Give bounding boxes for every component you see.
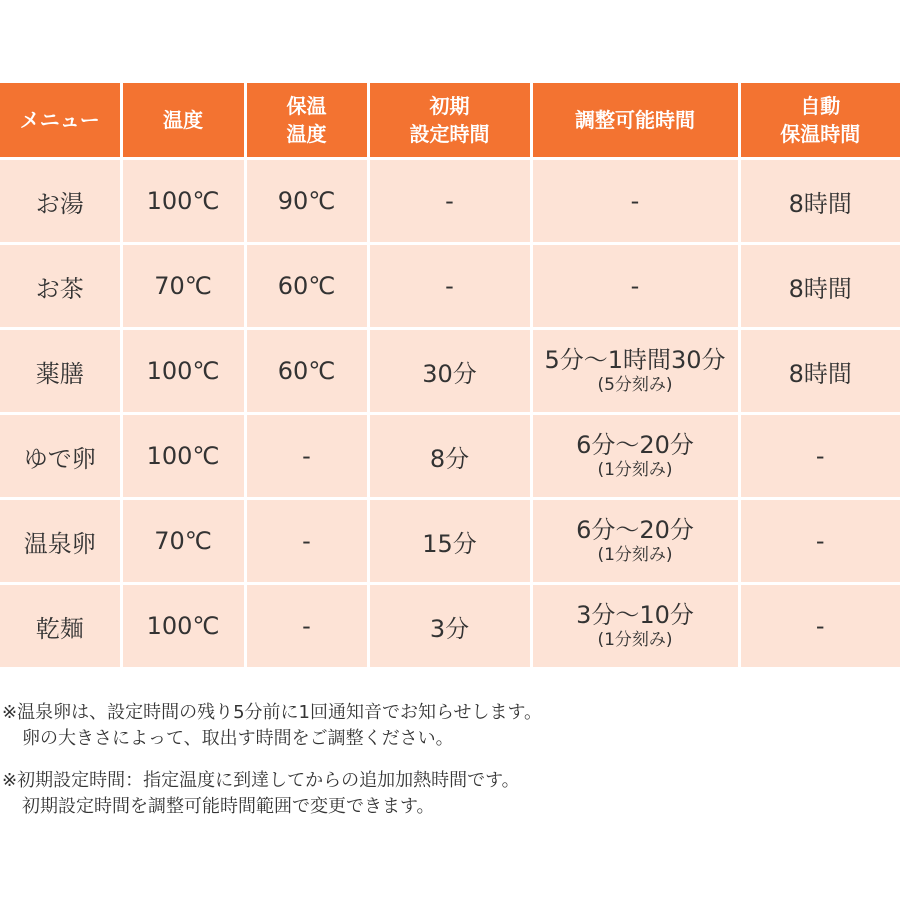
- footnote-initial-time: [2, 768, 892, 820]
- cell-adjustable-time: [531, 499, 739, 584]
- header-keep-warm-temperature-line1: 保温: [286, 94, 327, 118]
- cell-initial-time: 8分: [368, 414, 531, 499]
- header-temperature: [121, 83, 245, 159]
- footnote-line: 初期設定時間を調整可能時間範囲で変更できます。: [22, 796, 435, 817]
- footnotes: [2, 700, 892, 820]
- header-adjustable-time-label: 調整可能時間: [575, 108, 695, 132]
- header-adjustable-time: [531, 83, 739, 159]
- cell-adjustable-time: [531, 584, 739, 668]
- cell-adjustable-range: 6分～20分: [576, 516, 694, 544]
- cell-auto-keep-warm-time: 8時間: [739, 244, 900, 329]
- table-row: [0, 584, 900, 668]
- cell-menu: ゆで卵: [0, 414, 121, 499]
- table-row: [0, 414, 900, 499]
- cell-adjustable-time: [531, 159, 739, 244]
- menu-spec-table: [0, 83, 900, 667]
- cell-adjustable-range: 5分～1時間30分: [544, 346, 726, 374]
- cell-auto-keep-warm-time: 8時間: [739, 329, 900, 414]
- cell-auto-keep-warm-time: -: [739, 584, 900, 668]
- cell-adjustable-step: (5分刻み): [597, 375, 673, 395]
- footnote-line: 卵の大きさによって、取出す時間をご調整ください。: [22, 728, 454, 749]
- cell-adjustable-time: [531, 329, 739, 414]
- table-row: [0, 244, 900, 329]
- cell-keep-warm-temperature: 90℃: [245, 159, 368, 244]
- cell-initial-time: 30分: [368, 329, 531, 414]
- cell-menu: お湯: [0, 159, 121, 244]
- cell-temperature: 100℃: [121, 159, 245, 244]
- cell-auto-keep-warm-time: -: [739, 499, 900, 584]
- cell-temperature: 100℃: [121, 414, 245, 499]
- footnote-line: ※温泉卵は、設定時間の残り5分前に1回通知音でお知らせします。: [2, 702, 543, 723]
- footnote-line: ※初期設定時間：指定温度に到達してからの追加加熱時間です。: [2, 770, 520, 791]
- header-initial-time-line2: 設定時間: [409, 122, 490, 146]
- header-auto-keep-warm-time-line2: 保温時間: [780, 122, 861, 146]
- cell-adjustable-step: (1分刻み): [597, 630, 673, 650]
- header-keep-warm-temperature-line2: 温度: [286, 122, 327, 146]
- header-temperature-label: 温度: [163, 108, 203, 132]
- header-initial-time-line1: 初期: [429, 94, 470, 118]
- cell-temperature: 100℃: [121, 584, 245, 668]
- cell-auto-keep-warm-time: -: [739, 414, 900, 499]
- header-initial-time: [368, 83, 531, 159]
- cell-initial-time: -: [368, 159, 531, 244]
- cell-keep-warm-temperature: 60℃: [245, 329, 368, 414]
- header-menu-label: メニュー: [19, 108, 100, 132]
- header-auto-keep-warm-time: [739, 83, 900, 159]
- cell-keep-warm-temperature: -: [245, 499, 368, 584]
- cell-auto-keep-warm-time: 8時間: [739, 159, 900, 244]
- cell-menu: 薬膳: [0, 329, 121, 414]
- footnote-onsen-egg: [2, 700, 892, 752]
- cell-adjustable-range: 6分～20分: [576, 431, 694, 459]
- cell-temperature: 100℃: [121, 329, 245, 414]
- cell-temperature: 70℃: [121, 499, 245, 584]
- cell-menu: お茶: [0, 244, 121, 329]
- cell-menu: 温泉卵: [0, 499, 121, 584]
- cell-keep-warm-temperature: -: [245, 584, 368, 668]
- cell-adjustable-step: (1分刻み): [597, 545, 673, 565]
- cell-adjustable-range: -: [630, 272, 640, 300]
- cell-adjustable-step: (1分刻み): [597, 460, 673, 480]
- cell-keep-warm-temperature: 60℃: [245, 244, 368, 329]
- table-row: [0, 159, 900, 244]
- table-header-row: [0, 83, 900, 159]
- cell-initial-time: 15分: [368, 499, 531, 584]
- cell-adjustable-range: 3分～10分: [576, 601, 694, 629]
- cell-adjustable-time: [531, 244, 739, 329]
- cell-menu: 乾麺: [0, 584, 121, 668]
- header-keep-warm-temperature: [245, 83, 368, 159]
- table-row: [0, 329, 900, 414]
- cell-initial-time: 3分: [368, 584, 531, 668]
- cell-temperature: 70℃: [121, 244, 245, 329]
- table-row: [0, 499, 900, 584]
- header-menu: [0, 83, 121, 159]
- cell-initial-time: -: [368, 244, 531, 329]
- header-auto-keep-warm-time-line1: 自動: [800, 94, 841, 118]
- cell-adjustable-range: -: [630, 187, 640, 215]
- spec-table-container: [0, 83, 900, 667]
- cell-keep-warm-temperature: -: [245, 414, 368, 499]
- cell-adjustable-time: [531, 414, 739, 499]
